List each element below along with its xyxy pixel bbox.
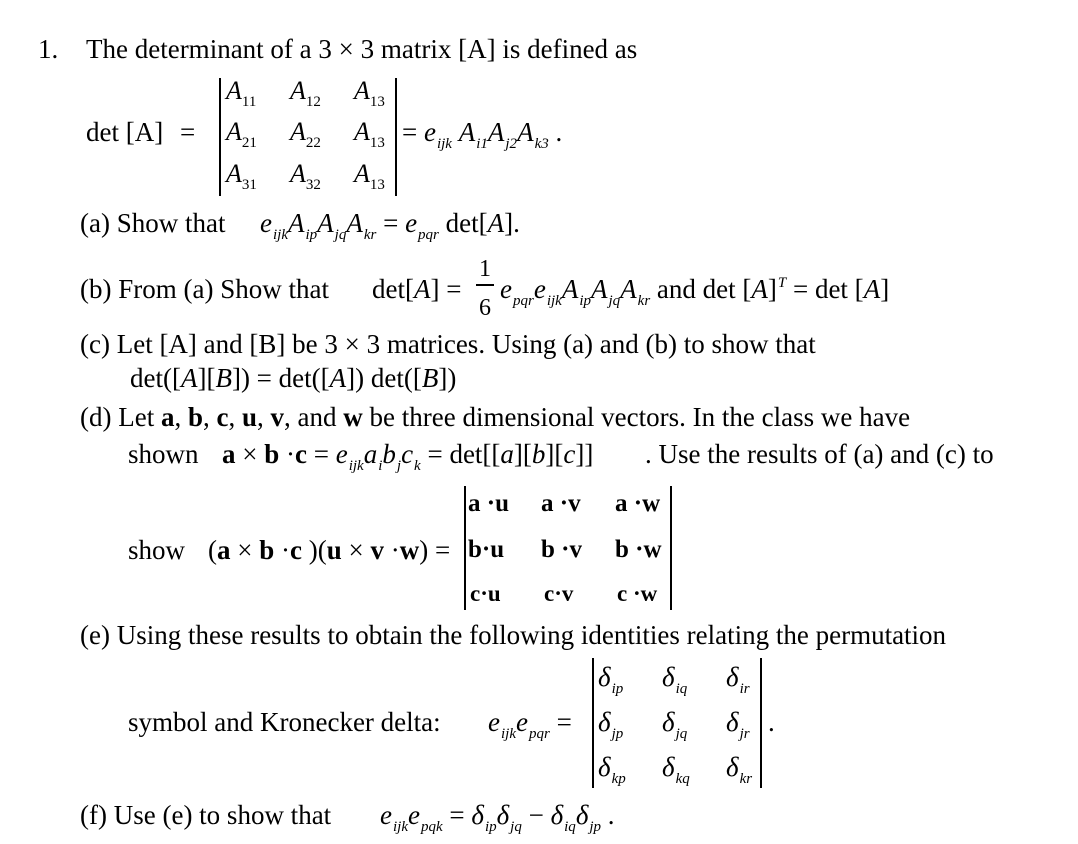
matrix-entry: a ·w <box>615 490 661 517</box>
matrix-entry: c ·w <box>617 581 658 606</box>
part-b-label: (b) From (a) Show that <box>80 274 329 304</box>
problem-intro: The determinant of a 3 × 3 matrix [A] is defined as <box>86 34 638 64</box>
matrix-entry: $\delta_{jr}$ <box>726 707 750 742</box>
vec-matrix-left-bar <box>464 486 466 610</box>
matrix-entry: $\delta_{ip}$ <box>598 662 624 697</box>
matrix-entry: $A_{12}$ <box>290 76 321 110</box>
part-d-shown: shown <box>128 439 199 469</box>
part-a-label: (a) Show that <box>80 208 226 238</box>
matrix-entry: $\delta_{iq}$ <box>662 662 688 697</box>
matrix-entry: c·v <box>544 581 574 606</box>
matrix-entry: $A_{13}$ <box>354 159 385 193</box>
part-b-det: det[A] = <box>372 274 462 304</box>
matrix-entry: b ·w <box>615 536 662 563</box>
part-e-line2: symbol and Kronecker delta: <box>128 707 441 737</box>
part-c-line1: (c) Let [A] and [B] be 3 × 3 matrices. Using (a) and (b) to show that <box>80 329 816 359</box>
det-definition-rhs: = $e_{ijk}$ $A_{i1}A_{j2}A_{k3}$ . <box>402 117 563 152</box>
matrix-entry: c·u <box>470 581 501 606</box>
matrix-entry: b ·v <box>541 536 582 563</box>
problem-number: 1. <box>38 34 59 64</box>
part-c-formula: det([A][B]) = det([A]) det([B]) <box>130 363 457 393</box>
matrix-entry: $\delta_{jq}$ <box>662 707 688 742</box>
part-d-line1: (d) Let a, b, c, u, v, and w be three dimensional vectors. In the class we have <box>80 402 911 432</box>
matrix-entry: $A_{31}$ <box>226 159 257 193</box>
matrix-entry: $\delta_{kp}$ <box>598 752 626 787</box>
part-b-formula: $e_{pqr}e_{ijk}A_{ip}A_{jq}A_{kr}$ and $\det [A]^T = \det [A]$ <box>500 274 890 309</box>
matrix-entry: $A_{13}$ <box>354 117 385 151</box>
det-label: det [A] <box>86 117 164 147</box>
part-e-period: . <box>768 707 775 737</box>
delta-matrix-left-bar <box>592 658 594 788</box>
part-b-frac-den: 6 <box>479 295 491 321</box>
part-e-line1: (e) Using these results to obtain the following identities relating the permutation <box>80 620 947 650</box>
part-b-frac-line <box>476 284 494 286</box>
matrix-entry: $A_{13}$ <box>354 76 385 110</box>
vec-matrix-right-bar <box>670 486 672 610</box>
part-d-shown-formula: $a \times b \cdot c = e_{ijk}a_ib_jc_k = \det[[a][b][c]]$ <box>222 439 594 474</box>
matrix-entry: b·u <box>468 536 505 563</box>
part-a-formula: $e_{ijk}A_{ip}A_{jq}A_{kr} = e_{pqr}$ det[A]. <box>260 208 520 243</box>
matrix-entry: $A_{11}$ <box>226 76 257 110</box>
part-d-use-text: . Use the results of (a) and (c) to <box>645 439 994 469</box>
det-left-bar <box>219 78 221 196</box>
part-b-frac-num: 1 <box>479 256 491 282</box>
part-f-formula: $e_{ijk}e_{pqk} = \delta_{ip}\delta_{jq} - \delta_{iq}\delta_{jp}$ . <box>380 800 615 835</box>
matrix-entry: $A_{21}$ <box>226 117 257 151</box>
matrix-entry: $\delta_{jp}$ <box>598 707 624 742</box>
delta-matrix-right-bar <box>760 658 762 788</box>
matrix-entry: $\delta_{ir}$ <box>726 662 750 697</box>
part-f-label: (f) Use (e) to show that <box>80 800 332 830</box>
matrix-entry: $A_{32}$ <box>290 159 321 193</box>
part-b-and: and <box>656 274 696 304</box>
det-right-bar <box>395 78 397 196</box>
matrix-entry: $\delta_{kq}$ <box>662 752 690 787</box>
matrix-entry: $A_{22}$ <box>290 117 321 151</box>
matrix-entry: a ·u <box>468 490 509 517</box>
det-equals: = <box>180 117 196 147</box>
part-d-show: show <box>128 535 186 565</box>
part-e-lhs: $e_{ijk}e_{pqr}$ = <box>488 707 572 742</box>
matrix-entry: a ·v <box>541 490 581 517</box>
matrix-entry: $\delta_{kr}$ <box>726 752 753 787</box>
part-d-show-lhs: (a × b ·c )(u × v ·w) = <box>208 535 451 565</box>
